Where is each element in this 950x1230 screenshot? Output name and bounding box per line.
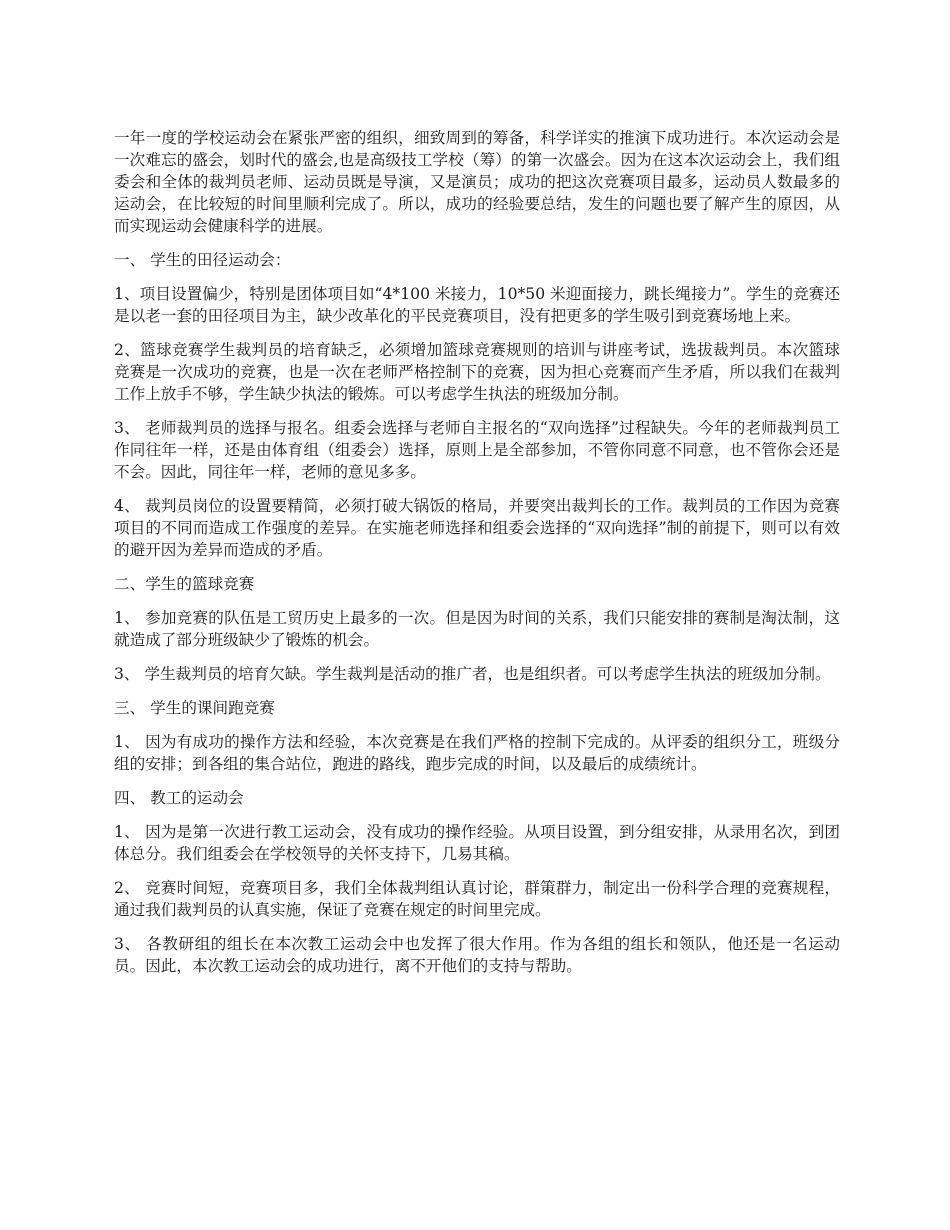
staff-meet-item-3: 3、 各教研组的组长在本次教工运动会中也发挥了很大作用。作为各组的组长和领队，他还是一名运动员。因此，本次教工运动会的成功进行，离不开他们的支持与帮助。 [114,935,840,975]
section-heading-basketball: 二、学生的篮球竞赛 [114,575,255,593]
section-heading-track-meet: 一、 学生的田径运动会： [114,251,291,269]
track-meet-item-1: 1、项目设置偏少，特别是团体项目如“4*100 米接力，10*50 米迎面接力，跳长绳接力”。学生的竞赛还是以老一套的田径项目为主，缺少改革化的平民竞赛项目，没有把更多的学生吸引到竞赛场地上来。 [114,285,840,325]
track-meet-item-2: 2、篮球竞赛学生裁判员的培育缺乏，必须增加篮球竞赛规则的培训与讲座考试，选拔裁判员。本次篮球竞赛是一次成功的竞赛，也是一次在老师严格控制下的竞赛，因为担心竞赛而产生矛盾，所以我们在裁判工作上放手不够，学生缺少执法的锻炼。可以考虑学生执法的班级加分制。 [114,341,840,403]
staff-meet-item-2: 2、 竞赛时间短，竞赛项目多，我们全体裁判组认真讨论，群策群力，制定出一份科学合理的竞赛规程，通过我们裁判员的认真实施，保证了竞赛在规定的时间里完成。 [114,879,840,919]
track-meet-item-4: 4、 裁判员岗位的设置要精简，必须打破大锅饭的格局，并要突出裁判长的工作。裁判员的工作因为竞赛项目的不同而造成工作强度的差异。在实施老师选择和组委会选择的“双向选择”制的前提下，则可以有效的避开因为差异而造成的矛盾。 [114,497,840,559]
track-meet-item-3: 3、 老师裁判员的选择与报名。组委会选择与老师自主报名的“双向选择”过程缺失。今年的老师裁判员工作同往年一样，还是由体育组（组委会）选择，原则上是全部参加，不管你同意不同意，也不管你会还是不会。因此，同往年一样，老师的意见多多。 [114,419,840,481]
section-heading-staff-meet: 四、 教工的运动会 [114,789,244,807]
document-body [114,127,840,989]
break-run-item-1: 1、 因为有成功的操作方法和经验，本次竞赛是在我们严格的控制下完成的。从评委的组织分工，班级分组的安排；到各组的集合站位，跑进的路线，跑步完成的时间，以及最后的成绩统计。 [114,733,840,773]
intro-paragraph: 一年一度的学校运动会在紧张严密的组织，细致周到的筹备，科学详实的推演下成功进行。本次运动会是一次难忘的盛会，划时代的盛会,也是高级技工学校（筹）的第一次盛会。因为在这本次运动会上，我们组委会和全体的裁判员老师、运动员既是导演，又是演员；成功的把这次竞赛项目最多，运动员人数最多的运动会，在比较短的时间里顺利完成了。所以，成功的经验要总结，发生的问题也要了解产生的原因，从而实现运动会健康科学的进展。 [114,129,840,235]
staff-meet-item-1: 1、 因为是第一次进行教工运动会，没有成功的操作经验。从项目设置，到分组安排，从录用名次，到团体总分。我们组委会在学校领导的关怀支持下，几易其稿。 [114,823,840,863]
basketball-item-3: 3、 学生裁判员的培育欠缺。学生裁判是活动的推广者，也是组织者。可以考虑学生执法的班级加分制。 [114,665,831,683]
section-heading-break-run: 三、 学生的课间跑竞赛 [114,699,275,717]
basketball-item-1: 1、 参加竞赛的队伍是工贸历史上最多的一次。但是因为时间的关系，我们只能安排的赛制是淘汰制，这就造成了部分班级缺少了锻炼的机会。 [114,609,840,649]
